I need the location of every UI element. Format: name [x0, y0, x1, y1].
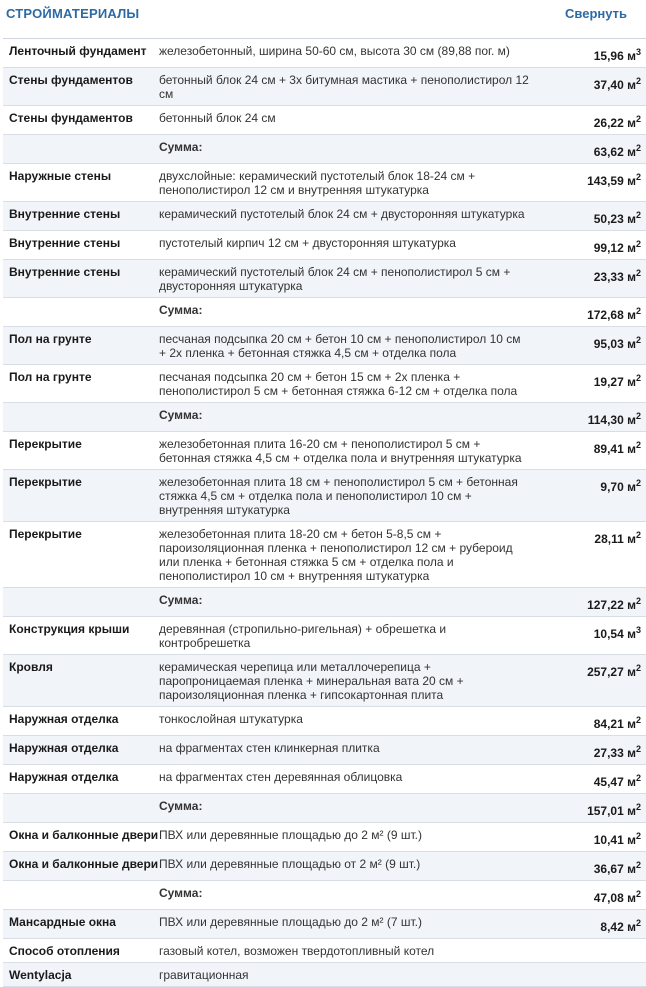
row-value — [533, 736, 646, 765]
sum-label: Сумма: — [155, 403, 533, 432]
row-value — [533, 202, 646, 231]
table-row — [3, 617, 646, 655]
materials-table-body — [3, 39, 646, 987]
value-text: 27,33 м — [593, 746, 636, 760]
row-name: Wentylacja — [3, 963, 155, 987]
unit-exponent: 2 — [635, 172, 641, 182]
row-value — [533, 707, 646, 736]
unit-exponent: 2 — [635, 773, 641, 783]
table-row — [3, 522, 646, 588]
row-value — [533, 765, 646, 794]
row-name — [3, 794, 155, 823]
table-row — [3, 707, 646, 736]
table-row — [3, 655, 646, 707]
value-text: 143,59 м — [587, 174, 636, 188]
table-row — [3, 432, 646, 470]
row-description: на фрагментах стен деревянная облицовка — [155, 765, 533, 794]
table-row — [3, 963, 646, 987]
row-name: Стены фундаментов — [3, 68, 155, 106]
summary-row — [3, 588, 646, 617]
row-value — [533, 794, 646, 823]
value-text: 114,30 м — [587, 413, 636, 427]
unit-exponent: 2 — [635, 478, 641, 488]
value-text: 10,54 м — [593, 627, 636, 641]
sum-label: Сумма: — [155, 135, 533, 164]
table-row — [3, 68, 646, 106]
row-description: песчаная подсыпка 20 см + бетон 15 см + 2x пленка + пенополистирол 5 см + бетонная стяжка 6-12 см + отделка пола — [155, 365, 533, 403]
table-row — [3, 365, 646, 403]
row-description: двухслойные: керамический пустотелый блок 18-24 см + пенополистирол 12 см и внутренняя штукатурка — [155, 164, 533, 202]
row-name: Конструкция крыши — [3, 617, 155, 655]
unit-exponent: 2 — [635, 715, 641, 725]
row-name: Стены фундаментов — [3, 106, 155, 135]
row-value — [533, 39, 646, 68]
summary-row — [3, 298, 646, 327]
row-name — [3, 135, 155, 164]
row-name: Кровля — [3, 655, 155, 707]
row-name: Наружная отделка — [3, 707, 155, 736]
unit-exponent: 3 — [635, 47, 641, 57]
unit-exponent: 2 — [635, 831, 641, 841]
row-description: ПВХ или деревянные площадью до 2 м² (9 шт.) — [155, 823, 533, 852]
sum-label: Сумма: — [155, 794, 533, 823]
row-value — [533, 432, 646, 470]
table-row — [3, 765, 646, 794]
table-row — [3, 910, 646, 939]
unit-exponent: 2 — [635, 860, 641, 870]
sum-label: Сумма: — [155, 298, 533, 327]
value-text: 50,23 м — [593, 212, 636, 226]
value-text: 19,27 м — [593, 375, 636, 389]
row-description: пустотелый кирпич 12 см + двусторонняя штукатурка — [155, 231, 533, 260]
unit-exponent: 3 — [635, 625, 641, 635]
value-text: 157,01 м — [587, 804, 636, 818]
unit-exponent: 2 — [635, 306, 641, 316]
table-row — [3, 260, 646, 298]
row-description: железобетонная плита 18 см + пенополистирол 5 см + бетонная стяжка 4,5 см + отделка пола и пенополистирол 10 см + внутренняя штукатурка — [155, 470, 533, 522]
unit-exponent: 2 — [635, 530, 641, 540]
row-description: газовый котел, возможен твердотопливный котел — [155, 939, 533, 963]
unit-exponent: 2 — [635, 76, 641, 86]
value-text: 9,70 м — [600, 480, 636, 494]
unit-exponent: 2 — [635, 440, 641, 450]
row-description: железобетонная плита 18-20 см + бетон 5-8,5 см + пароизоляционная пленка + пенополистирол 12 см + рубероид или пленка + бетонная стяжка 5 см + отделка пола и пенополистирол 10 см + внутренняя штукатурка — [155, 522, 533, 588]
row-name: Перекрытие — [3, 432, 155, 470]
sum-label: Сумма: — [155, 881, 533, 910]
row-value — [533, 68, 646, 106]
row-description: керамический пустотелый блок 24 см + пенополистирол 5 см + двусторонняя штукатурка — [155, 260, 533, 298]
row-description: бетонный блок 24 см + 3x битумная мастика + пенополистирол 12 см — [155, 68, 533, 106]
unit-exponent: 2 — [635, 744, 641, 754]
row-name: Мансардные окна — [3, 910, 155, 939]
row-description: керамический пустотелый блок 24 см + двусторонняя штукатурка — [155, 202, 533, 231]
row-description: железобетонная плита 16-20 см + пенополистирол 5 см + бетонная стяжка 4,5 см + отделка пола и внутренняя штукатурка — [155, 432, 533, 470]
value-text: 28,11 м — [594, 532, 636, 546]
row-name — [3, 298, 155, 327]
summary-row — [3, 403, 646, 432]
row-value — [533, 470, 646, 522]
row-name: Ленточный фундамент — [3, 39, 155, 68]
value-text: 36,67 м — [593, 862, 636, 876]
row-description: ПВХ или деревянные площадью до 2 м² (7 шт.) — [155, 910, 533, 939]
row-value — [533, 963, 646, 987]
row-name: Окна и балконные двери — [3, 852, 155, 881]
value-text: 37,40 м — [593, 78, 636, 92]
row-value — [533, 823, 646, 852]
table-row — [3, 823, 646, 852]
row-value — [533, 403, 646, 432]
table-row — [3, 736, 646, 765]
row-value — [533, 164, 646, 202]
table-row — [3, 470, 646, 522]
row-name: Способ отопления — [3, 939, 155, 963]
table-row — [3, 106, 646, 135]
value-text: 84,21 м — [593, 717, 636, 731]
row-name: Внутренние стены — [3, 260, 155, 298]
row-name — [3, 403, 155, 432]
row-value — [533, 881, 646, 910]
unit-exponent: 2 — [635, 596, 641, 606]
table-row — [3, 39, 646, 68]
unit-exponent: 2 — [635, 268, 641, 278]
row-description: песчаная подсыпка 20 см + бетон 10 см + пенополистирол 10 см + 2x пленка + бетонная стяжка 4,5 см + отделка пола — [155, 327, 533, 365]
row-value — [533, 135, 646, 164]
value-text: 23,33 м — [593, 270, 636, 284]
row-name: Наружная отделка — [3, 765, 155, 794]
panel-title: СТРОЙМАТЕРИАЛЫ — [6, 6, 140, 21]
value-text: 95,03 м — [593, 337, 636, 351]
row-name — [3, 881, 155, 910]
row-description: тонкослойная штукатурка — [155, 707, 533, 736]
row-name: Наружные стены — [3, 164, 155, 202]
unit-exponent: 2 — [635, 210, 641, 220]
summary-row — [3, 881, 646, 910]
row-name: Наружная отделка — [3, 736, 155, 765]
row-value — [533, 852, 646, 881]
unit-exponent: 2 — [635, 411, 641, 421]
row-value — [533, 298, 646, 327]
unit-exponent: 2 — [635, 114, 641, 124]
row-name: Пол на грунте — [3, 327, 155, 365]
unit-exponent: 2 — [635, 889, 641, 899]
row-description: деревянная (стропильно-ригельная) + обрешетка и контробрешетка — [155, 617, 533, 655]
row-name: Перекрытие — [3, 470, 155, 522]
unit-exponent: 2 — [635, 663, 641, 673]
row-value — [533, 939, 646, 963]
collapse-link[interactable]: Свернуть — [565, 6, 627, 21]
unit-exponent: 2 — [635, 918, 641, 928]
summary-row — [3, 794, 646, 823]
unit-exponent: 2 — [635, 143, 641, 153]
table-row — [3, 231, 646, 260]
row-value — [533, 106, 646, 135]
row-description: гравитационная — [155, 963, 533, 987]
value-text: 63,62 м — [593, 145, 636, 159]
value-text: 89,41 м — [593, 442, 636, 456]
row-value — [533, 655, 646, 707]
table-row — [3, 327, 646, 365]
row-value — [533, 231, 646, 260]
summary-row — [3, 135, 646, 164]
row-value — [533, 617, 646, 655]
value-text: 26,22 м — [593, 116, 636, 130]
value-text: 99,12 м — [593, 241, 636, 255]
value-text: 15,96 м — [593, 49, 636, 63]
unit-exponent: 2 — [635, 373, 641, 383]
value-text: 45,47 м — [593, 775, 636, 789]
materials-table — [3, 38, 646, 987]
unit-exponent: 2 — [635, 802, 641, 812]
table-row — [3, 164, 646, 202]
value-text: 47,08 м — [593, 891, 636, 905]
value-text: 127,22 м — [587, 598, 636, 612]
unit-exponent: 2 — [635, 335, 641, 345]
value-text: 10,41 м — [593, 833, 636, 847]
row-value — [533, 260, 646, 298]
row-description: бетонный блок 24 см — [155, 106, 533, 135]
value-text: 257,27 м — [587, 665, 636, 679]
row-description: железобетонный, ширина 50-60 см, высота 30 см (89,88 пог. м) — [155, 39, 533, 68]
row-name: Внутренние стены — [3, 231, 155, 260]
row-value — [533, 365, 646, 403]
row-name: Пол на грунте — [3, 365, 155, 403]
row-description: на фрагментах стен клинкерная плитка — [155, 736, 533, 765]
value-text: 172,68 м — [587, 308, 636, 322]
row-value — [533, 522, 646, 588]
row-value — [533, 588, 646, 617]
row-name: Внутренние стены — [3, 202, 155, 231]
row-value — [533, 327, 646, 365]
panel-header — [0, 0, 639, 38]
sum-label: Сумма: — [155, 588, 533, 617]
row-name — [3, 588, 155, 617]
row-description: керамическая черепица или металлочерепица + паропроницаемая пленка + минеральная вата 20 см + пароизоляционная пленка + гипсокартонная плита — [155, 655, 533, 707]
table-row — [3, 939, 646, 963]
unit-exponent: 2 — [635, 239, 641, 249]
row-value — [533, 910, 646, 939]
row-description: ПВХ или деревянные площадью от 2 м² (9 шт.) — [155, 852, 533, 881]
value-text: 8,42 м — [600, 920, 636, 934]
table-row — [3, 202, 646, 231]
row-name: Окна и балконные двери — [3, 823, 155, 852]
table-row — [3, 852, 646, 881]
row-name: Перекрытие — [3, 522, 155, 588]
